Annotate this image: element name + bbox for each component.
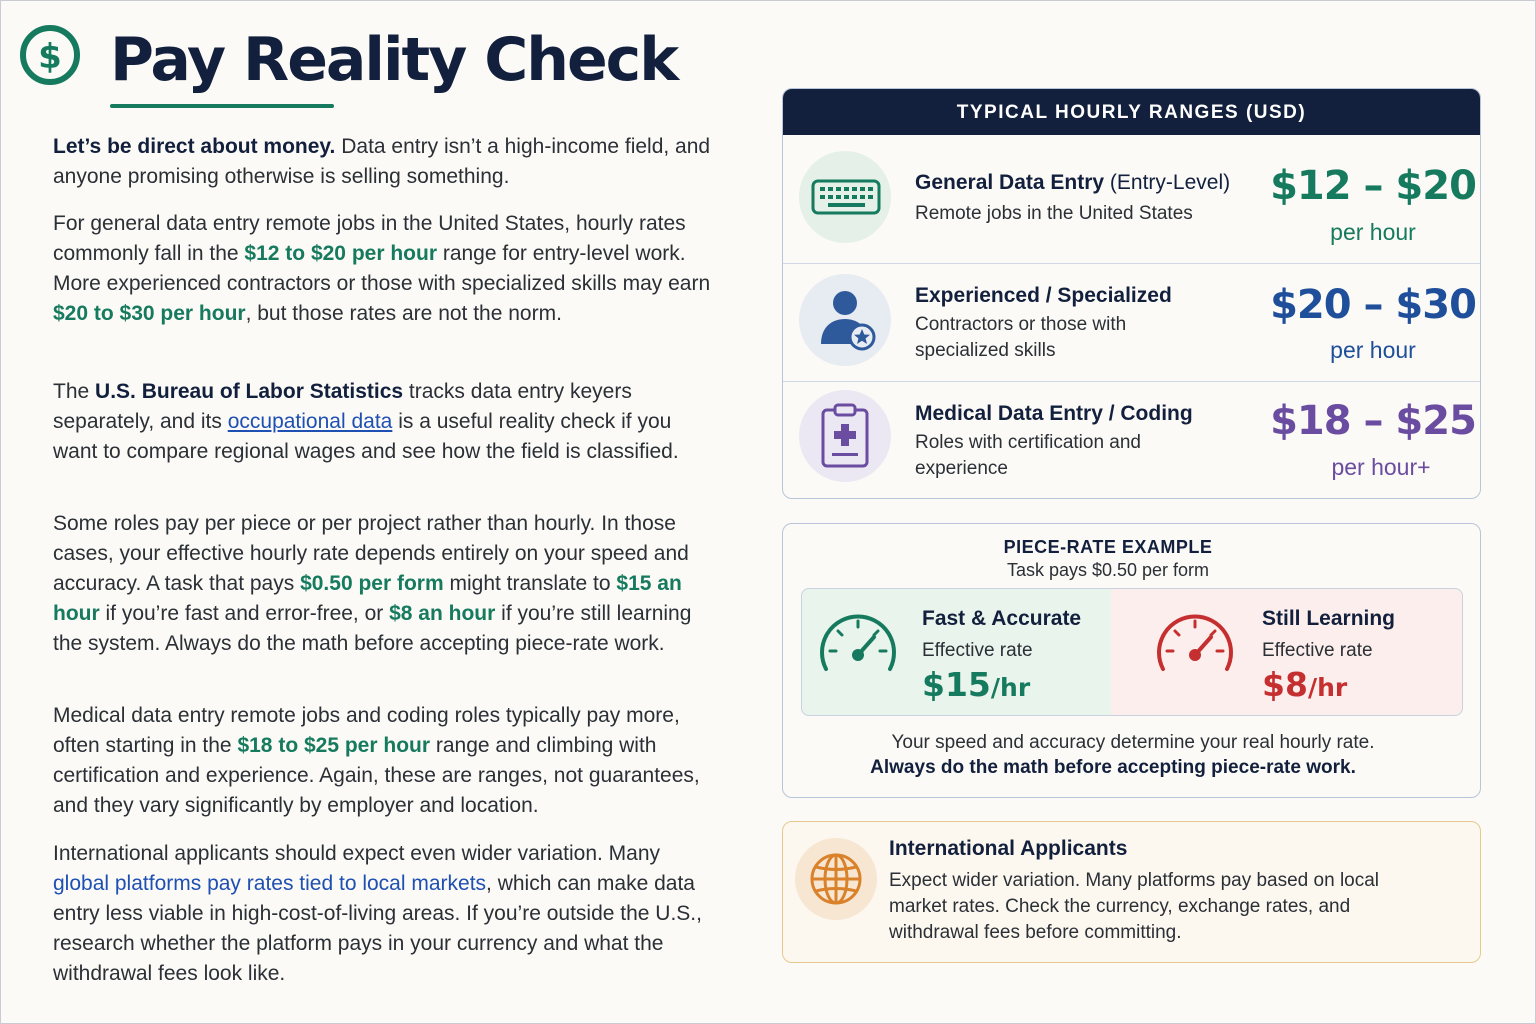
range-subtitle: Contractors or those with specialized skills [915, 314, 1127, 361]
dollar-circle-icon [19, 24, 81, 86]
scenario-slow [1111, 588, 1463, 716]
svg-text:$: $ [38, 37, 62, 77]
user-star-icon [799, 274, 891, 366]
range-row-medical [783, 382, 1480, 498]
range-unit: per hour+ [1331, 454, 1431, 480]
scenario-label: Still Learning [1262, 607, 1396, 630]
piece-rate-subtitle: Task pays $0.50 per form [1006, 560, 1210, 580]
page-title: Pay Reality Check [110, 25, 678, 95]
highlight-slow-rate: $8 an hour [389, 602, 496, 625]
highlight-experienced-range: $20 to $30 per hour [53, 302, 246, 325]
piece-rate-title: PIECE-RATE EXAMPLE [1003, 537, 1213, 557]
bls-name: U.S. Bureau of Labor Statistics [95, 380, 404, 403]
highlight-fast-rate: $15 an hour [53, 572, 682, 625]
intro-text: Data entry isn’t a high-income field, and anyone promising otherwise is selling something. [53, 135, 711, 188]
range-title: Experienced / Specialized [915, 284, 1172, 307]
piece-rate-warning: Always do the math before accepting piece-rate work. [870, 757, 1356, 778]
text-span: , which can make data entry less viable in high-cost-of-living areas. If you’re outside the U.S., research whether the platform pays in your currency and what the withdrawal fees look like. [53, 872, 702, 985]
text-span: range and climbing with certification and experience. Again, these are ranges, not guarantees, and they vary significantly by employer and location. [53, 734, 700, 817]
international-card [782, 821, 1481, 963]
text-span: might translate to [443, 572, 617, 595]
global-platforms-link[interactable]: global platforms pay rates tied to local markets [53, 872, 487, 895]
paragraph-medical [53, 701, 713, 821]
title-underline [110, 104, 334, 108]
effective-rate-label: Effective rate [1262, 640, 1373, 661]
text-span: , but those rates are not the norm. [245, 302, 562, 325]
piece-rate-note: Your speed and accuracy determine your real hourly rate. [891, 732, 1375, 753]
text-span: Medical data entry remote jobs and coding roles typically pay more, often starting in the [53, 704, 680, 757]
text-span: Some roles pay per piece or per project rather than hourly. In those cases, your effective hourly rate depends entirely on your speed and accuracy. A task that pays [53, 512, 689, 595]
scenario-fast [801, 588, 1112, 716]
highlight-medical-range: $18 to $25 per hour [237, 734, 431, 757]
keyboard-icon [799, 151, 891, 243]
range-subtitle: Roles with certification and experience [915, 432, 1141, 479]
hourly-ranges-card [782, 88, 1481, 499]
rate-amount: $15 [922, 665, 991, 704]
effective-rate-value [1262, 665, 1347, 704]
range-unit: per hour [1330, 337, 1416, 363]
paragraph-general-rates [53, 209, 713, 329]
piece-rate-card [782, 523, 1481, 798]
range-title-text: General Data Entry [915, 171, 1105, 194]
range-amount: $18 – $25 [1270, 398, 1476, 444]
rate-per: /hr [990, 673, 1031, 702]
paragraph-piece-rate [53, 509, 713, 659]
effective-rate-value [922, 665, 1030, 704]
medical-clipboard-icon [799, 390, 891, 482]
text-span: The [53, 380, 96, 403]
international-body: Expect wider variation. Many platforms pay based on local market rates. Check the currency, exchange rates, and withdrawal fees before committing. [889, 870, 1380, 943]
highlight-entry-range: $12 to $20 per hour [244, 242, 437, 265]
range-qualifier: (Entry-Level) [1104, 171, 1231, 194]
range-title: Medical Data Entry / Coding [915, 402, 1193, 425]
range-subtitle: Remote jobs in the United States [915, 203, 1193, 224]
text-span: For general data entry remote jobs in the United States, hourly rates commonly fall in the [53, 212, 686, 265]
range-title [915, 171, 1230, 195]
text-span: if you’re fast and error-free, or [99, 602, 390, 625]
text-span: if you’re still learning the system. Always do the math before accepting piece-rate work. [53, 602, 692, 655]
speedometer-fast-icon [816, 611, 900, 682]
rate-amount: $8 [1262, 665, 1308, 704]
ranges-header: TYPICAL HOURLY RANGES (USD) [783, 89, 1480, 135]
rate-per: /hr [1307, 673, 1348, 702]
range-amount: $12 – $20 [1270, 163, 1476, 209]
occupational-data-link[interactable]: occupational data [227, 410, 393, 433]
text-span: range for entry-level work. More experienced contractors or those with specialized skills may earn [53, 242, 711, 295]
highlight-per-form: $0.50 per form [300, 572, 444, 595]
text-span: International applicants should expect even wider variation. Many [53, 842, 661, 865]
globe-icon [795, 838, 877, 920]
effective-rate-label: Effective rate [922, 640, 1033, 661]
range-row-experienced [783, 264, 1480, 382]
range-unit: per hour [1330, 219, 1416, 245]
range-row-general [783, 135, 1480, 264]
paragraph-international [53, 839, 713, 989]
scenario-label: Fast & Accurate [922, 607, 1082, 630]
text-span: is a useful reality check if you want to compare regional wages and see how the field is classified. [53, 410, 679, 463]
speedometer-slow-icon [1153, 611, 1237, 682]
range-amount: $20 – $30 [1270, 282, 1476, 328]
paragraph-intro [53, 132, 713, 192]
text-span: tracks data entry keyers separately, and its [53, 380, 632, 433]
paragraph-bls [53, 377, 713, 467]
intro-lead: Let’s be direct about money. [53, 135, 336, 158]
international-title: International Applicants [889, 837, 1128, 860]
